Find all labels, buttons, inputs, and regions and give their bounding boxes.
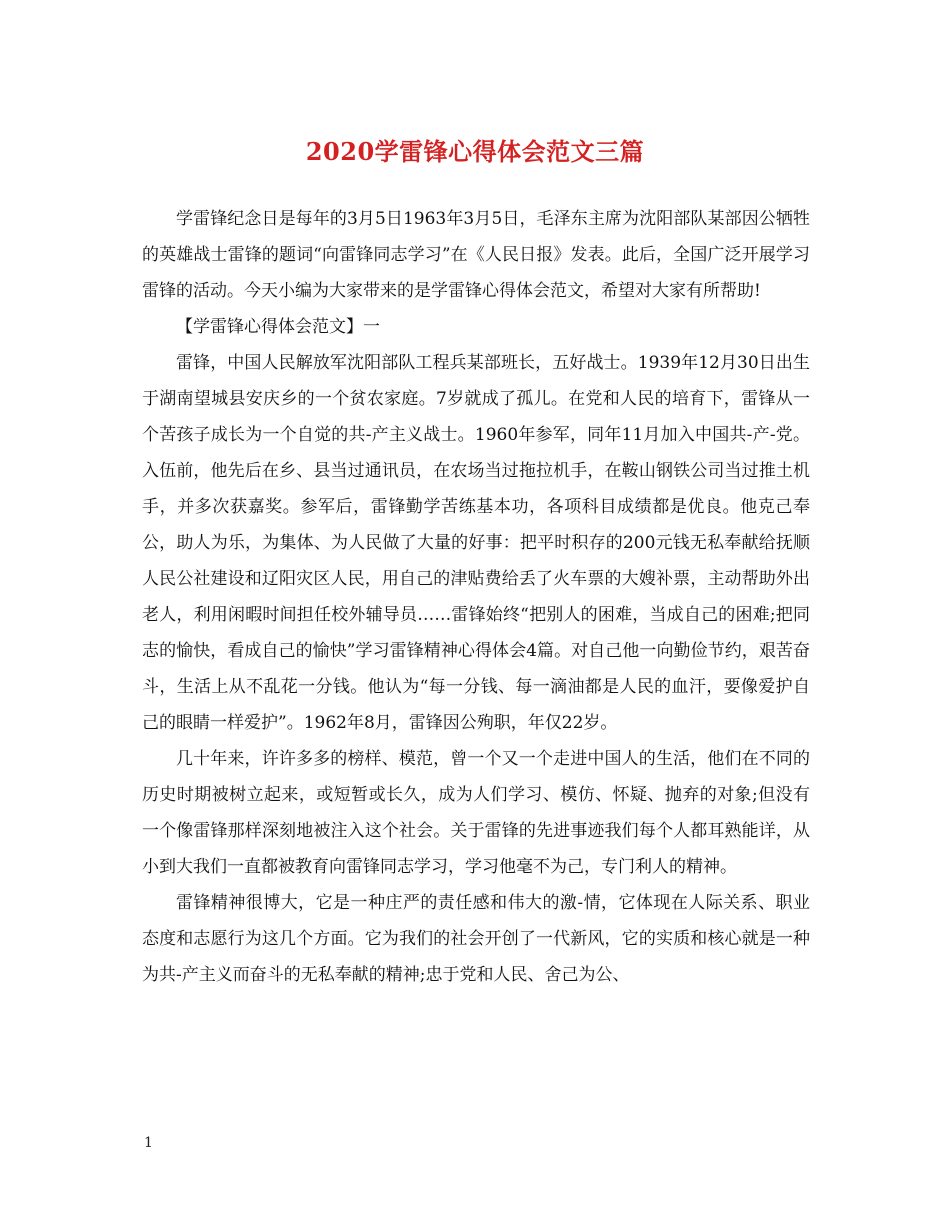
document-title: 2020学雷锋心得体会范文三篇	[305, 137, 645, 166]
paragraph-role-models: 几十年来，许许多多的榜样、模范，曾一个又一个走进中国人的生活，他们在不同的历史时期被树立起来，或短暂或长久，成为人们学习、模仿、怀疑、抛弃的对象;但没有一个像雷锋那样深刻地被注入这个社会。关于雷锋的先进事迹我们每个人都耳熟能详，从小到大我们一直都被教育向雷锋同志学习，学习他毫不为己，专门利人的精神。	[142, 749, 810, 877]
paragraph-intro: 学雷锋纪念日是每年的3月5日1963年3月5日，毛泽东主席为沈阳部队某部因公牺牲的英雄战士雷锋的题词“向雷锋同志学习”在《人民日报》发表。此后，全国广泛开展学习雷锋的活动。今天小编为大家带来的是学雷锋心得体会范文，希望对大家有所帮助!	[142, 209, 810, 301]
paragraph-leifeng-spirit: 雷锋精神很博大，它是一种庄严的责任感和伟大的激-情，它体现在人际关系、职业态度和志愿行为这几个方面。它为我们的社会开创了一代新风，它的实质和核心就是一种为共-产主义而奋斗的无私奉献的精神;忠于党和人民、舍己为公、	[142, 893, 810, 985]
page-number: 1	[144, 1135, 153, 1151]
paragraph-leifeng-biography: 雷锋，中国人民解放军沈阳部队工程兵某部班长，五好战士。1939年12月30日出生于湖南望城县安庆乡的一个贫农家庭。7岁就成了孤儿。在党和人民的培育下，雷锋从一个苦孩子成长为一个自觉的共-产主义战士。1960年参军，同年11月加入中国共-产-党。入伍前，他先后在乡、县当过通讯员，在农场当过拖拉机手，在鞍山钢铁公司当过推土机手，并多次获嘉奖。参军后，雷锋勤学苦练基本功，各项科目成绩都是优良。他克己奉公，助人为乐，为集体、为人民做了大量的好事：把平时积存的200元钱无私奉献给抚顺人民公社建设和辽阳灾区人民，用自己的津贴费给丢了火车票的大嫂补票，主动帮助外出老人，利用闲暇时间担任校外辅导员……雷锋始终“把别人的困难，当成自己的困难;把同志的愉快，看成自己的愉快”学习雷锋精神心得体会4篇。对自己他一向勤俭节约，艰苦奋斗，生活上从不乱花一分钱。他认为“每一分钱、每一滴油都是人民的血汗，要像爱护自己的眼睛一样爱护”。1962年8月，雷锋因公殉职，年仅22岁。	[142, 353, 810, 733]
section-heading: 【学雷锋心得体会范文】一	[176, 317, 380, 337]
document-body	[142, 201, 810, 993]
